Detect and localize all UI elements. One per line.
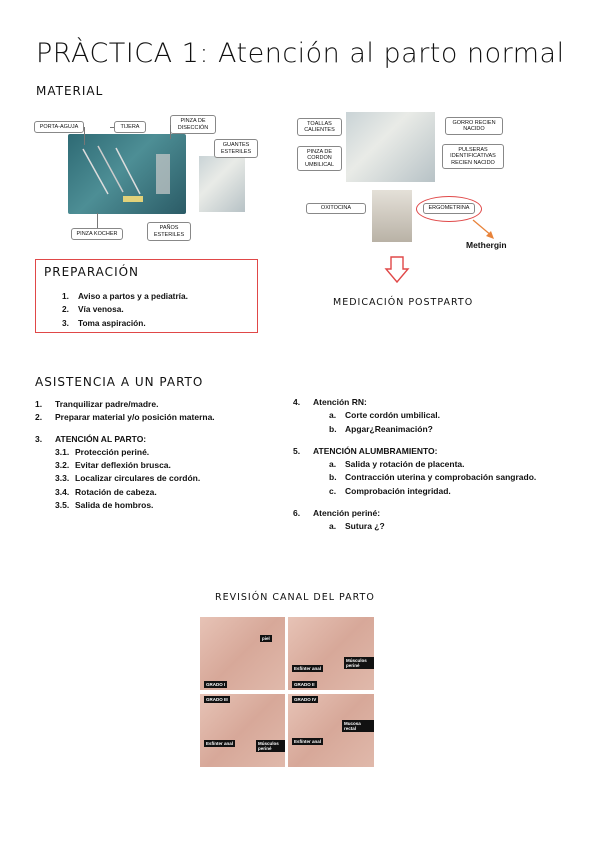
tag-mucosa: Mucosa rectal	[342, 720, 374, 732]
asistencia-heading: ASISTENCIA A UN PARTO	[35, 375, 204, 389]
label-toallas: TOALLAS CALIENTES	[297, 118, 342, 136]
list-item: 3.4. Rotación de cabeza.	[55, 486, 157, 497]
grade-iii-panel	[200, 694, 285, 767]
preparacion-list	[62, 290, 188, 330]
list-item: 3.3. Localizar circulares de cordón.	[55, 473, 201, 484]
down-arrow-icon	[384, 255, 410, 285]
tag-musculos: Músculos periné	[256, 740, 285, 752]
label-oxitocina: OXITOCINA	[306, 203, 366, 214]
list-item: b. Apgar¿Reanimación?	[329, 423, 433, 434]
list-item: a. Salida y rotación de placenta.	[329, 459, 465, 470]
connector	[110, 127, 114, 128]
list-item: 6. Atención periné:	[293, 508, 381, 519]
preparacion-heading: PREPARACIÓN	[44, 265, 140, 279]
tag-piel: piel	[262, 636, 270, 641]
list-item: 3. ATENCIÓN AL PARTO:	[35, 433, 147, 444]
gloves-photo	[199, 156, 245, 212]
tag-esfinter: Esfínter anal	[294, 739, 322, 744]
revision-heading: REVISIÓN CANAL DEL PARTO	[215, 592, 375, 603]
label-gorro: GORRO RECIEN NACIDO	[445, 117, 503, 135]
grade-label: GRADO IV	[294, 697, 317, 702]
label-pinza-cordon: PINZA DE CORDON UMBILICAL	[297, 146, 342, 171]
list-item: a. Corte cordón umbilical.	[329, 410, 440, 421]
page-title: PRÀCTICA 1: Atención al parto normal	[36, 38, 565, 69]
list-item: a. Sutura ¿?	[329, 521, 385, 532]
grade-i-panel	[200, 617, 285, 690]
label-pinza-kocher: PINZA KOCHER	[71, 228, 123, 240]
grade-ii-panel	[288, 617, 374, 690]
list-item: 3.5. Salida de hombros.	[55, 500, 154, 511]
grade-label: GRADO III	[206, 697, 228, 702]
grade-label: GRADO I	[206, 682, 226, 687]
newborn-items-photo	[346, 112, 435, 182]
medication-vials-photo	[372, 190, 412, 242]
surgical-instruments-photo	[68, 134, 186, 214]
list-item: 3.2. Evitar deflexión brusca.	[55, 460, 171, 471]
list-item: 1. Aviso a partos y a pediatría.	[62, 291, 188, 301]
connector	[84, 127, 85, 145]
list-item: c. Comprobación integridad.	[329, 485, 451, 496]
list-item: 2. Preparar material y/o posición materna.	[35, 412, 215, 423]
connector	[97, 213, 98, 228]
postparto-label: MEDICACIÓN POSTPARTO	[333, 297, 474, 308]
asistencia-list-right	[293, 396, 536, 534]
label-tijera: TIJERA	[114, 121, 146, 133]
grade-label: GRADO II	[294, 682, 315, 687]
connector	[170, 125, 171, 139]
asistencia-list-left	[35, 398, 215, 512]
list-item: 1. Tranquilizar padre/madre.	[35, 399, 159, 409]
instruments-drawing	[68, 134, 186, 214]
tag-esfinter: Esfínter anal	[294, 666, 322, 671]
label-ergometrina: ERGOMETRINA	[423, 203, 475, 214]
label-pulseras: PULSERAS IDENTIFICATIVAS RECIEN NACIDO	[442, 144, 504, 169]
material-heading: MATERIAL	[36, 84, 104, 98]
tag-esfinter: Esfínter anal	[206, 741, 234, 746]
grade-iv-panel	[288, 694, 374, 767]
list-item: 3. Toma aspiración.	[62, 317, 146, 328]
label-panos: PAÑOS ESTERILES	[147, 222, 191, 241]
methergin-label: Methergin	[466, 240, 507, 250]
list-item: 2. Vía venosa.	[62, 304, 124, 315]
tag-musculos: Músculos periné	[344, 657, 374, 669]
label-pinza-diseccion: PINZA DE DISECCIÓN	[170, 115, 216, 134]
label-guantes: GUANTES ESTERILES	[214, 139, 258, 158]
list-item: 3.1. Protección periné.	[55, 446, 150, 457]
list-item: b. Contracción uterina y comprobación sangrado.	[329, 472, 537, 483]
list-item: 5. ATENCIÓN ALUMBRAMIENTO:	[293, 445, 438, 456]
list-item: 4. Atención RN:	[293, 397, 367, 407]
label-porta-aguja: PORTA-AGUJA	[34, 121, 84, 133]
